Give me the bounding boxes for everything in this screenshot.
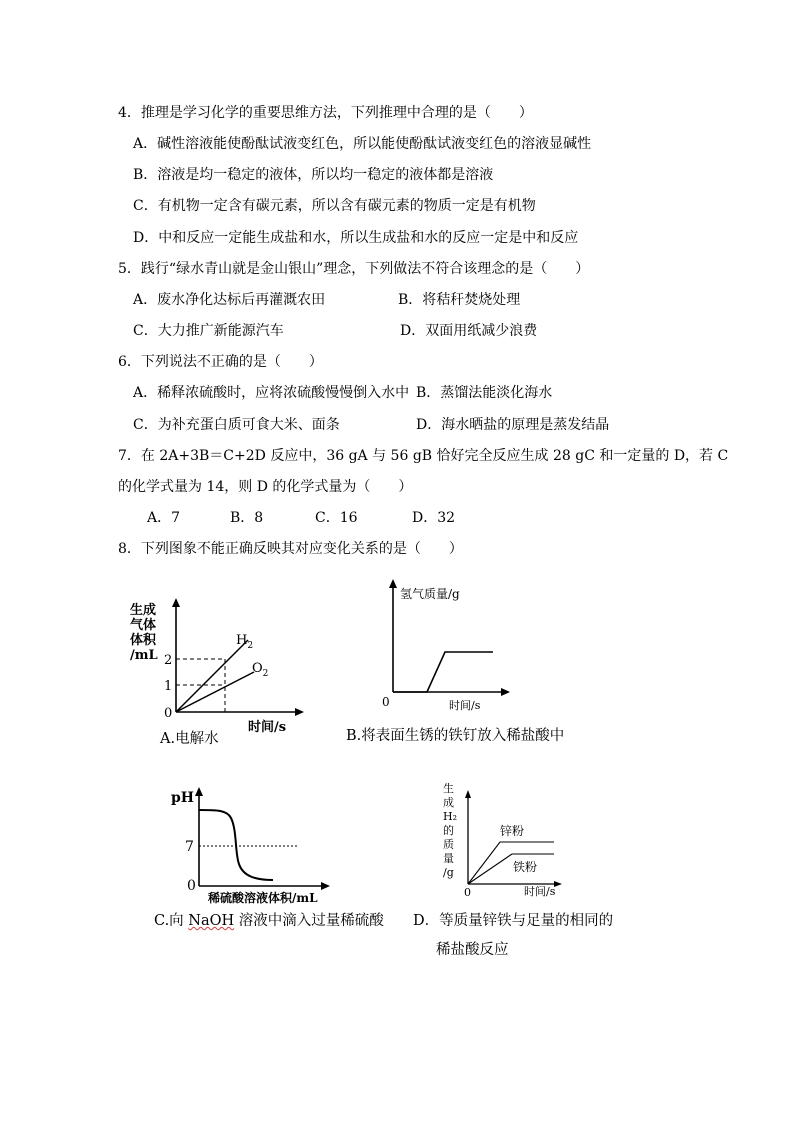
graph-d-y-arrow (465, 790, 471, 798)
graph-c-caption: C.向 NaOH 溶液中滴入过量稀硫酸 (154, 913, 384, 929)
graph-a-tick-1: 1 (164, 679, 173, 694)
graph-d-ylabel-6: 量 (443, 852, 454, 865)
graph-d (436, 778, 576, 900)
graph-a-h2-line (176, 640, 248, 712)
graph-a-caption: A.电解水 (160, 731, 219, 747)
graph-d-caption-line2: 稀盐酸反应 (436, 942, 509, 958)
q5-stem: 5．践行“绿水青山就是金山银山”理念，下列做法不符合该理念的是（ ） (118, 261, 590, 277)
graph-b-ylabel: 氢气质量/g (400, 587, 460, 601)
q7-stem-line1: 7．在 2A+3B＝C+2D 反应中，36 gA 与 56 gB 恰好完全反应生成 28 gC 和一定量的 D，若 C (118, 448, 729, 464)
graph-a-ylabel-line1: 生成 (130, 603, 157, 618)
q6-stem: 6．下列说法不正确的是（ ） (118, 354, 323, 370)
q6-option-c: C．为补充蛋白质可食大米、面条 (133, 417, 340, 433)
graph-c-origin: 0 (187, 878, 196, 894)
q5-option-c: C．大力推广新能源汽车 (133, 323, 284, 339)
q7-option-b: B．8 (230, 510, 264, 526)
q5-option-d: D．双面用纸减少浪费 (400, 323, 538, 339)
graph-b-origin: 0 (382, 695, 390, 709)
graph-b-x-arrow (501, 688, 510, 696)
q6-option-b: B．蒸馏法能淡化海水 (416, 385, 553, 401)
graph-a (120, 596, 310, 746)
graph-d-fe-curve (468, 854, 554, 884)
graph-a-ylabel-line2: 气体 (130, 618, 157, 633)
graph-a-y-arrow (172, 598, 180, 607)
q6-option-a: A．稀释浓硫酸时，应将浓硫酸慢慢倒入水中 (133, 385, 410, 401)
q4-option-b: B．溶液是均一稳定的液体，所以均一稳定的液体都是溶液 (133, 167, 494, 183)
graph-a-xlabel: 时间/s (248, 720, 287, 735)
graph-b (378, 576, 518, 718)
q7-option-a: A．7 (147, 510, 181, 526)
q4-stem: 4．推理是学习化学的重要思维方法，下列推理中合理的是（ ） (118, 105, 533, 121)
graph-d-origin: 0 (464, 886, 471, 899)
graph-a-origin: 0 (164, 706, 173, 721)
graph-a-h2-label: $H_2$ (236, 633, 254, 651)
graph-a-o2-label: $O_2$ (252, 661, 269, 679)
q8-stem: 8．下列图象不能正确反映其对应变化关系的是（ ） (118, 541, 463, 557)
graph-d-ylabel-4: 的 (443, 824, 454, 837)
graph-d-fe-label: 铁粉 (513, 860, 538, 874)
graph-b-curve (393, 652, 493, 692)
graph-c-y-arrow (195, 787, 203, 796)
graph-a-tick-2: 2 (164, 653, 173, 668)
q5-option-a: A．废水净化达标后再灌溉农田 (133, 292, 326, 308)
graph-d-zn-label: 锌粉 (500, 824, 525, 838)
q4-option-d: D．中和反应一定能生成盐和水，所以生成盐和水的反应一定是中和反应 (133, 230, 579, 246)
graph-d-ylabel-3: H₂ (443, 810, 458, 823)
graph-c-xlabel: 稀硫酸溶液体积/mL (208, 891, 318, 905)
q4-option-a: A．碱性溶液能使酚酞试液变红色，所以能使酚酞试液变红色的溶液显碱性 (133, 136, 592, 152)
graph-d-ylabel-7: /g (443, 866, 454, 879)
q4-option-c: C．有机物一定含有碳元素，所以含有碳元素的物质一定是有机物 (133, 198, 536, 214)
graph-d-ylabel-1: 生 (443, 782, 454, 795)
graph-d-zn-curve (468, 842, 554, 884)
graph-c-caption-naoh: NaOH (188, 913, 235, 929)
graph-c-x-arrow (321, 882, 330, 890)
graph-c-ylabel: pH (171, 790, 195, 806)
graph-d-caption-line1: D．等质量锌铁与足量的相同的 (413, 913, 614, 929)
graph-c-curve (199, 810, 273, 880)
graph-a-ylabel-line3: 体积 (130, 633, 157, 648)
graph-c-tick-7: 7 (185, 839, 194, 855)
graph-a-ylabel-line4: /mL (130, 648, 158, 663)
graph-d-ylabel-5: 质 (443, 838, 454, 851)
q5-option-b: B．将秸秆焚烧处理 (398, 292, 521, 308)
graph-d-ylabel-2: 成 (443, 796, 454, 809)
q7-stem-line2: 的化学式量为 14，则 D 的化学式量为（ ） (118, 479, 413, 495)
graph-a-x-arrow (295, 708, 304, 716)
graph-b-caption: B.将表面生锈的铁钉放入稀盐酸中 (346, 728, 565, 744)
q6-option-d: D．海水晒盐的原理是蒸发结晶 (416, 417, 610, 433)
q7-option-d: D．32 (412, 510, 456, 526)
graph-d-xlabel: 时间/s (524, 885, 556, 898)
graph-b-xlabel: 时间/s (449, 699, 481, 712)
graph-a-o2-line (176, 672, 254, 712)
graph-b-y-arrow (389, 579, 397, 588)
graph-c (165, 784, 345, 904)
q7-option-c: C．16 (315, 510, 358, 526)
